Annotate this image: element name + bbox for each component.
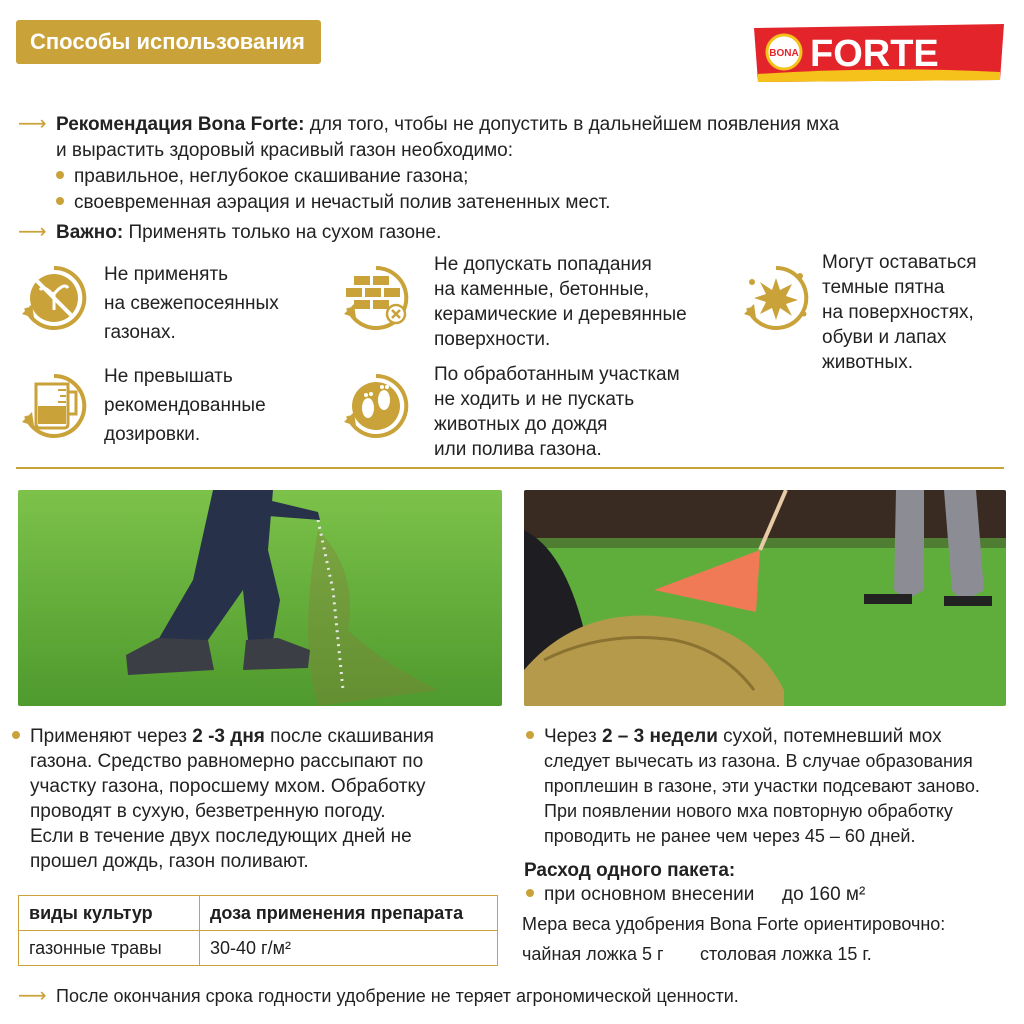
left-line: Если в течение двух последующих дней не bbox=[30, 826, 412, 847]
table-row bbox=[19, 931, 498, 966]
table-cell: газонные травы bbox=[19, 931, 200, 966]
teaspoon-measure: чайная ложка 5 г bbox=[522, 944, 664, 964]
warning-line: Не превышать bbox=[104, 366, 233, 387]
right-line: проводить не ранее чем через 45 – 60 дней. bbox=[544, 826, 916, 846]
warning-line: Могут оставаться bbox=[822, 252, 977, 273]
warning-line: дозировки. bbox=[104, 424, 201, 445]
photo-spreading-fertilizer bbox=[18, 490, 502, 706]
left-text-bold: 2 -3 дня bbox=[192, 726, 265, 747]
left-paragraph bbox=[30, 749, 425, 874]
warning-text bbox=[104, 260, 279, 347]
warning-line: поверхности. bbox=[434, 329, 551, 350]
tablespoon-measure: столовая ложка 15 г. bbox=[700, 944, 872, 964]
stain-splash-icon bbox=[740, 262, 812, 334]
consumption-title: Расход одного пакета: bbox=[524, 860, 736, 881]
right-paragraph bbox=[544, 749, 980, 849]
arrow-right-icon: ⟶ bbox=[18, 113, 47, 135]
bullet-dot-icon bbox=[56, 197, 64, 205]
right-paragraph-first bbox=[526, 724, 942, 749]
measure-text: Мера веса удобрения Bona Forte ориентировочно: bbox=[522, 914, 946, 934]
warning-line: животных до дождя bbox=[434, 414, 608, 435]
section-title-badge bbox=[16, 20, 321, 64]
bullet-dot-icon bbox=[12, 731, 20, 739]
warning-line: По обработанным участкам bbox=[434, 364, 680, 385]
bullet-item bbox=[56, 164, 468, 189]
table-header-row bbox=[19, 896, 498, 931]
warning-line: на свежепосеянных bbox=[104, 293, 279, 314]
section-title: Способы использования bbox=[30, 29, 305, 54]
bullet-dot-icon bbox=[526, 889, 534, 897]
left-text: после скашивания bbox=[264, 726, 434, 747]
footer-text: После окончания срока годности удобрение не теряет агрономической ценности. bbox=[56, 986, 739, 1006]
table-header-cell: доза применения препарата bbox=[200, 896, 498, 931]
warning-line: рекомендованные bbox=[104, 395, 266, 416]
warning-text bbox=[104, 362, 266, 449]
left-line: газона. Средство равномерно рассыпают по bbox=[30, 751, 424, 772]
right-text: Через bbox=[544, 726, 602, 747]
warning-line: или полива газона. bbox=[434, 439, 602, 460]
warning-line: Не применять bbox=[104, 264, 229, 285]
arrow-right-icon: ⟶ bbox=[18, 221, 47, 243]
arrow-right-icon: ⟶ bbox=[18, 985, 47, 1007]
warning-text bbox=[434, 362, 680, 462]
warning-line: обуви и лапах bbox=[822, 327, 947, 348]
warning-line: животных. bbox=[822, 352, 913, 373]
footer-note bbox=[18, 984, 739, 1009]
warning-line: темные пятна bbox=[822, 277, 945, 298]
no-bricks-icon bbox=[340, 262, 412, 334]
warning-line: на каменные, бетонные, bbox=[434, 279, 650, 300]
right-text: сухой, потемневший мох bbox=[717, 726, 942, 747]
right-text-bold: 2 – 3 недели bbox=[601, 726, 718, 747]
bullet-dot-icon bbox=[526, 731, 534, 739]
warning-text bbox=[434, 252, 687, 352]
table-header-cell: виды культур bbox=[19, 896, 200, 931]
bona-forte-logo bbox=[754, 22, 1004, 82]
measuring-jug-icon bbox=[18, 370, 90, 442]
left-text: Применяют через bbox=[30, 726, 193, 747]
recommendation-line bbox=[18, 112, 839, 137]
important-text: Применять только на сухом газоне. bbox=[123, 222, 442, 243]
important-line bbox=[18, 220, 441, 245]
consumption-value: до 160 м² bbox=[782, 884, 866, 905]
recommendation-label: Рекомендация Bona Forte: bbox=[56, 114, 305, 135]
bullet-item bbox=[56, 190, 610, 215]
footprints-icon bbox=[340, 370, 412, 442]
dosage-table bbox=[18, 895, 498, 966]
left-line: проводят в сухую, безветренную погоду. bbox=[30, 801, 386, 822]
right-line: следует вычесать из газона. В случае образования bbox=[544, 751, 973, 771]
recommendation-text: для того, чтобы не допустить в дальнейшем появления мха bbox=[304, 114, 840, 135]
svg-text:FORTE: FORTE bbox=[810, 33, 939, 75]
right-line: При появлении нового мха повторную обработку bbox=[544, 801, 953, 821]
warning-line: Не допускать попадания bbox=[434, 254, 652, 275]
warning-line: керамические и деревянные bbox=[434, 304, 687, 325]
left-line: прошел дождь, газон поливают. bbox=[30, 851, 309, 872]
consumption-label: при основном внесении bbox=[544, 884, 755, 905]
important-label: Важно: bbox=[56, 222, 124, 243]
bullet-text: правильное, неглубокое скашивание газона; bbox=[74, 166, 469, 187]
right-line: проплешин в газоне, эти участки подсевают заново. bbox=[544, 776, 980, 796]
warning-line: не ходить и не пускать bbox=[434, 389, 635, 410]
left-paragraph-first bbox=[12, 724, 434, 749]
bullet-dot-icon bbox=[56, 171, 64, 179]
warning-line: на поверхностях, bbox=[822, 302, 974, 323]
warning-text bbox=[822, 250, 977, 375]
bullet-text: своевременная аэрация и нечастый полив затененных мест. bbox=[74, 192, 611, 213]
consumption-item bbox=[526, 882, 754, 907]
divider bbox=[16, 467, 1004, 469]
no-seedling-icon bbox=[18, 262, 90, 334]
left-line: участку газона, поросшему мхом. Обработку bbox=[30, 776, 426, 797]
photo-raking-moss bbox=[524, 490, 1006, 706]
warning-line: газонах. bbox=[104, 322, 176, 343]
svg-text:BONA: BONA bbox=[769, 48, 799, 59]
recommendation-text-2: и вырастить здоровый красивый газон необходимо: bbox=[56, 140, 514, 161]
table-cell: 30-40 г/м² bbox=[200, 931, 498, 966]
